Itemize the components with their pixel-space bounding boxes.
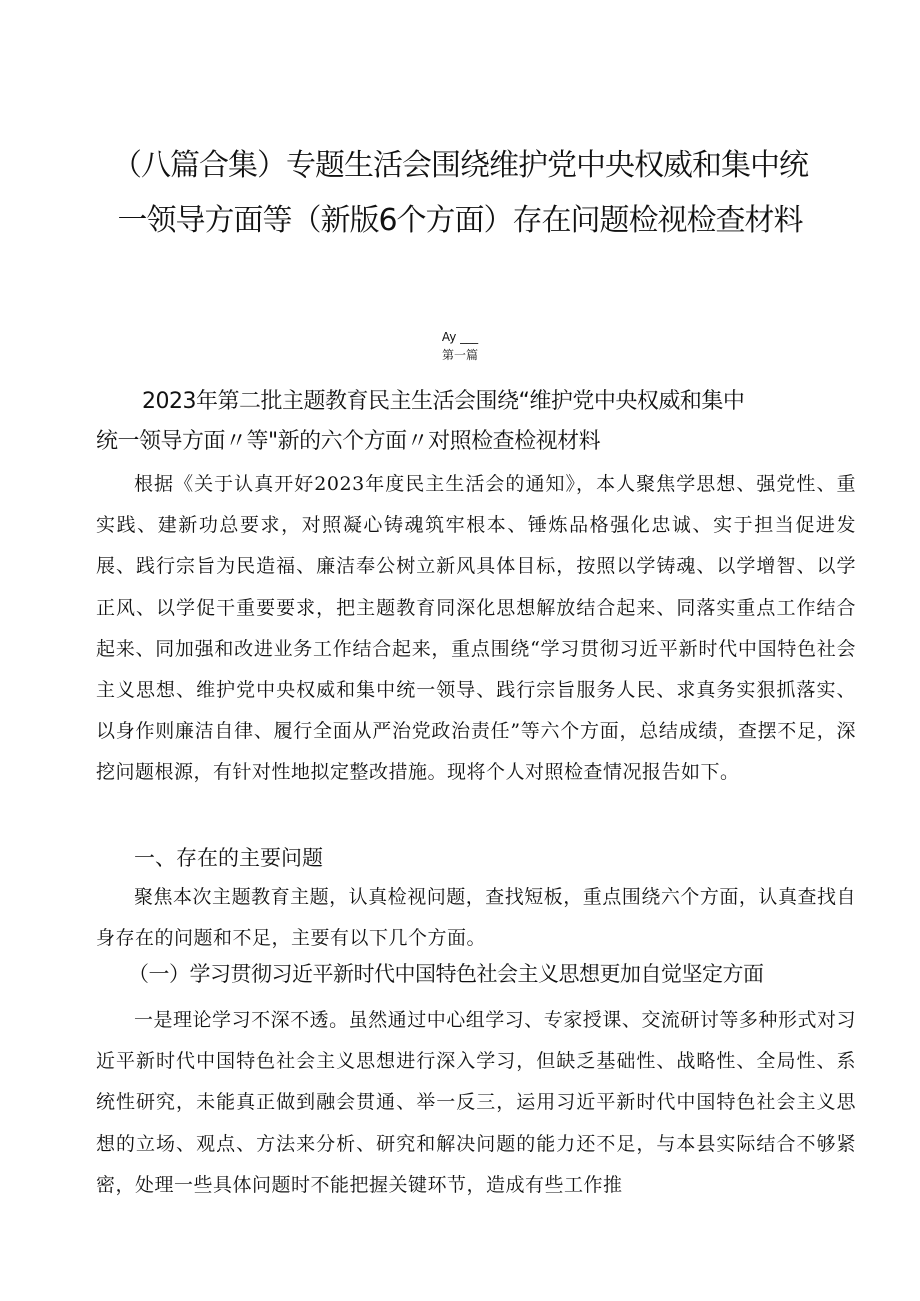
article-title-line-1: 2023年第二批主题教育民主生活会围绕“维护党中央权威和集中 [142,389,745,414]
article-title-line-2: 统一领导方面〃等"新的六个方面〃对照检查检视材料 [96,429,601,454]
subsection-heading-1: （一）学习贯彻习近平新时代中国特色社会主义思想更加自觉坚定方面 [128,962,764,986]
document-title-line-2: 一领导方面等（新版6个方面）存在问题检视检查材料 [117,203,803,238]
section-mark-top: Ay ___ [441,330,479,344]
section-heading-main-problems: 一、存在的主要问题 [134,846,323,870]
body-paragraph-intro: 根据《关于认真开好2023年度民主生活会的通知》，本人聚焦学思想、强党性、重实践、建新功总要求，对照凝心铸魂筑牢根本、锤炼品格强化忠诚、实于担当促进发展、践行宗旨为民造福、廉洁奉公树立新风具体目标，按照以学铸魂、以学增智、以学正风、以学促干重要要求，把主题教育同深化思想解放结合起来、同落实重点工作结合起来、同加强和改进业务工作结合起来，重点围绕“学习贯彻习近平新时代中国特色社会主义思想、维护党中央权威和集中统一领导、践行宗旨服务人民、求真务实狠抓落实、以身作则廉洁自律、履行全面从严治党政治责任”等六个方面，总结成绩，查摆不足，深挖问题根源，有针对性地拟定整改措施。现将个人对照检查情况报告如下。 [96,473,856,784]
body-paragraph-theory-study: 一是理论学习不深不透。虽然通过中心组学习、专家授课、交流研讨等多种形式对习近平新时代中国特色社会主义思想进行深入学习，但缺乏基础性、战略性、全局性、系统性研究，未能真正做到融会贯通、举一反三，运用习近平新时代中国特色社会主义思想的立场、观点、方法来分析、研究和解决问题的能力还不足，与本县实际结合不够紧密，处理一些具体问题时不能把握关键环节，造成有些工作推 [96,1009,856,1196]
section-mark-bottom: 第一篇 [441,348,478,362]
body-paragraph-overview: 聚焦本次主题教育主题，认真检视问题，查找短板，重点围绕六个方面，认真查找自身存在的问题和不足，主要有以下几个方面。 [96,886,856,950]
document-title-line-1: （八篇合集）专题生活会围绕维护党中央权威和集中统 [112,148,808,183]
